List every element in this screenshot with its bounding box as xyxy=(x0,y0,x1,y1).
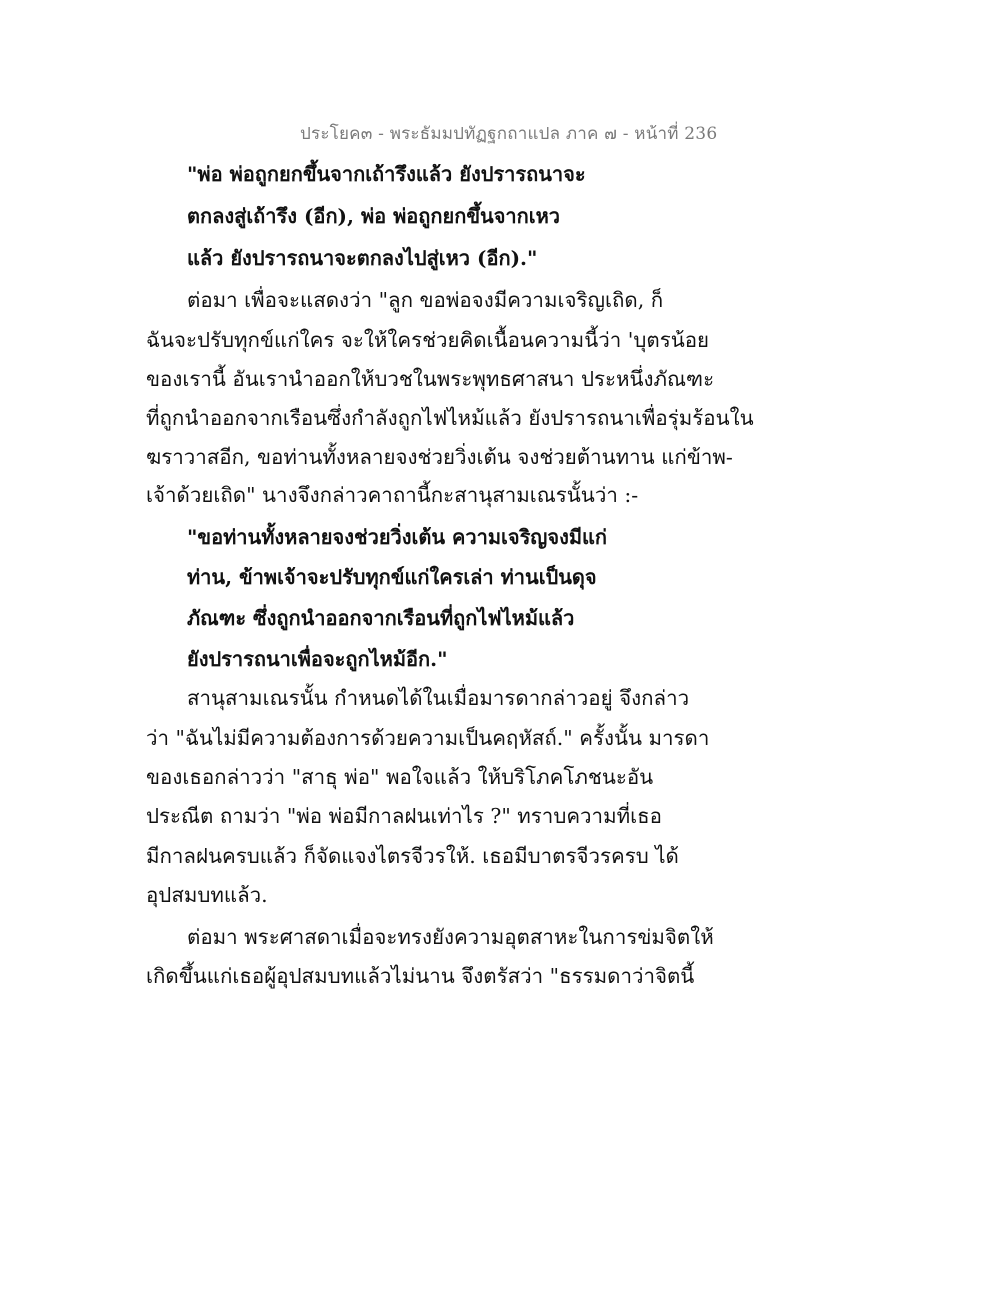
paragraph-line: ว่า "ฉันไม่มีความต้องการด้วยความเป็นคฤหัสถ์." ครั้งนั้น มารดา xyxy=(146,726,710,750)
paragraph-line: มีกาลฝนครบแล้ว ก็จัดแจงไตรจีวรให้. เธอมีบาตรจีวรครบ ได้ xyxy=(146,844,679,868)
verse-line: ท่าน, ข้าพเจ้าจะปรับทุกข์แก่ใครเล่า ท่านเป็นดุจ xyxy=(187,565,597,589)
verse-line: แล้ว ยังปรารถนาจะตกลงไปสู่เหว (อีก)." xyxy=(187,246,538,270)
paragraph-line: เกิดขึ้นแก่เธอผู้อุปสมบทแล้วไม่นาน จึงตรัสว่า "ธรรมดาว่าจิตนี้ xyxy=(146,964,695,988)
paragraph-line: สานุสามเณรนั้น กำหนดได้ในเมื่อมารดากล่าวอยู่ จึงกล่าว xyxy=(187,686,690,710)
paragraph-line: ที่ถูกนำออกจากเรือนซึ่งกำลังถูกไฟไหม้แล้ว ยังปรารถนาเพื่อรุ่มร้อนใน xyxy=(146,406,754,430)
verse-line: "พ่อ พ่อถูกยกขึ้นจากเถ้ารึงแล้ว ยังปรารถนาจะ xyxy=(187,162,586,186)
paragraph-line: ต่อมา เพื่อจะแสดงว่า "ลูก ขอพ่อจงมีความเจริญเถิด, ก็ xyxy=(187,288,664,312)
paragraph-line: ของเธอกล่าวว่า "สาธุ พ่อ" พอใจแล้ว ให้บริโภคโภชนะอัน xyxy=(146,765,654,789)
paragraph-line: ฉันจะปรับทุกข์แก่ใคร จะให้ใครช่วยคิดเนื้อนความนี้ว่า 'บุตรน้อย xyxy=(146,328,710,352)
paragraph-line: ประณีต ถามว่า "พ่อ พ่อมีกาลฝนเท่าไร ?" ทราบความที่เธอ xyxy=(146,804,662,828)
verse-line: ภัณฑะ ซึ่งถูกนำออกจากเรือนที่ถูกไฟไหม้แล้ว xyxy=(187,606,575,630)
page-header: ประโยค๓ - พระธัมมปทัฏฐกถาแปล ภาค ๗ - หน้าที่ 236 xyxy=(300,124,718,144)
verse-line: ยังปรารถนาเพื่อจะถูกไหม้อีก." xyxy=(187,647,448,671)
paragraph-line: ของเรานี้ อันเรานำออกให้บวชในพระพุทธศาสนา ประหนึ่งภัณฑะ xyxy=(146,367,715,391)
paragraph-line: อุปสมบทแล้ว. xyxy=(146,883,268,907)
verse-line: ตกลงสู่เถ้ารึง (อีก), พ่อ พ่อถูกยกขึ้นจากเหว xyxy=(187,204,560,228)
paragraph-line: ฆราวาสอีก, ขอท่านทั้งหลายจงช่วยวิ่งเต้น จงช่วยต้านทาน แก่ข้าพ- xyxy=(146,445,733,469)
paragraph-line: เจ้าด้วยเถิด" นางจึงกล่าวคาถานี้กะสานุสามเณรนั้นว่า :- xyxy=(146,483,639,507)
verse-line: "ขอท่านทั้งหลายจงช่วยวิ่งเต้น ความเจริญจงมีแก่ xyxy=(187,525,608,549)
paragraph-line: ต่อมา พระศาสดาเมื่อจะทรงยังความอุตสาหะในการข่มจิตให้ xyxy=(187,925,714,949)
